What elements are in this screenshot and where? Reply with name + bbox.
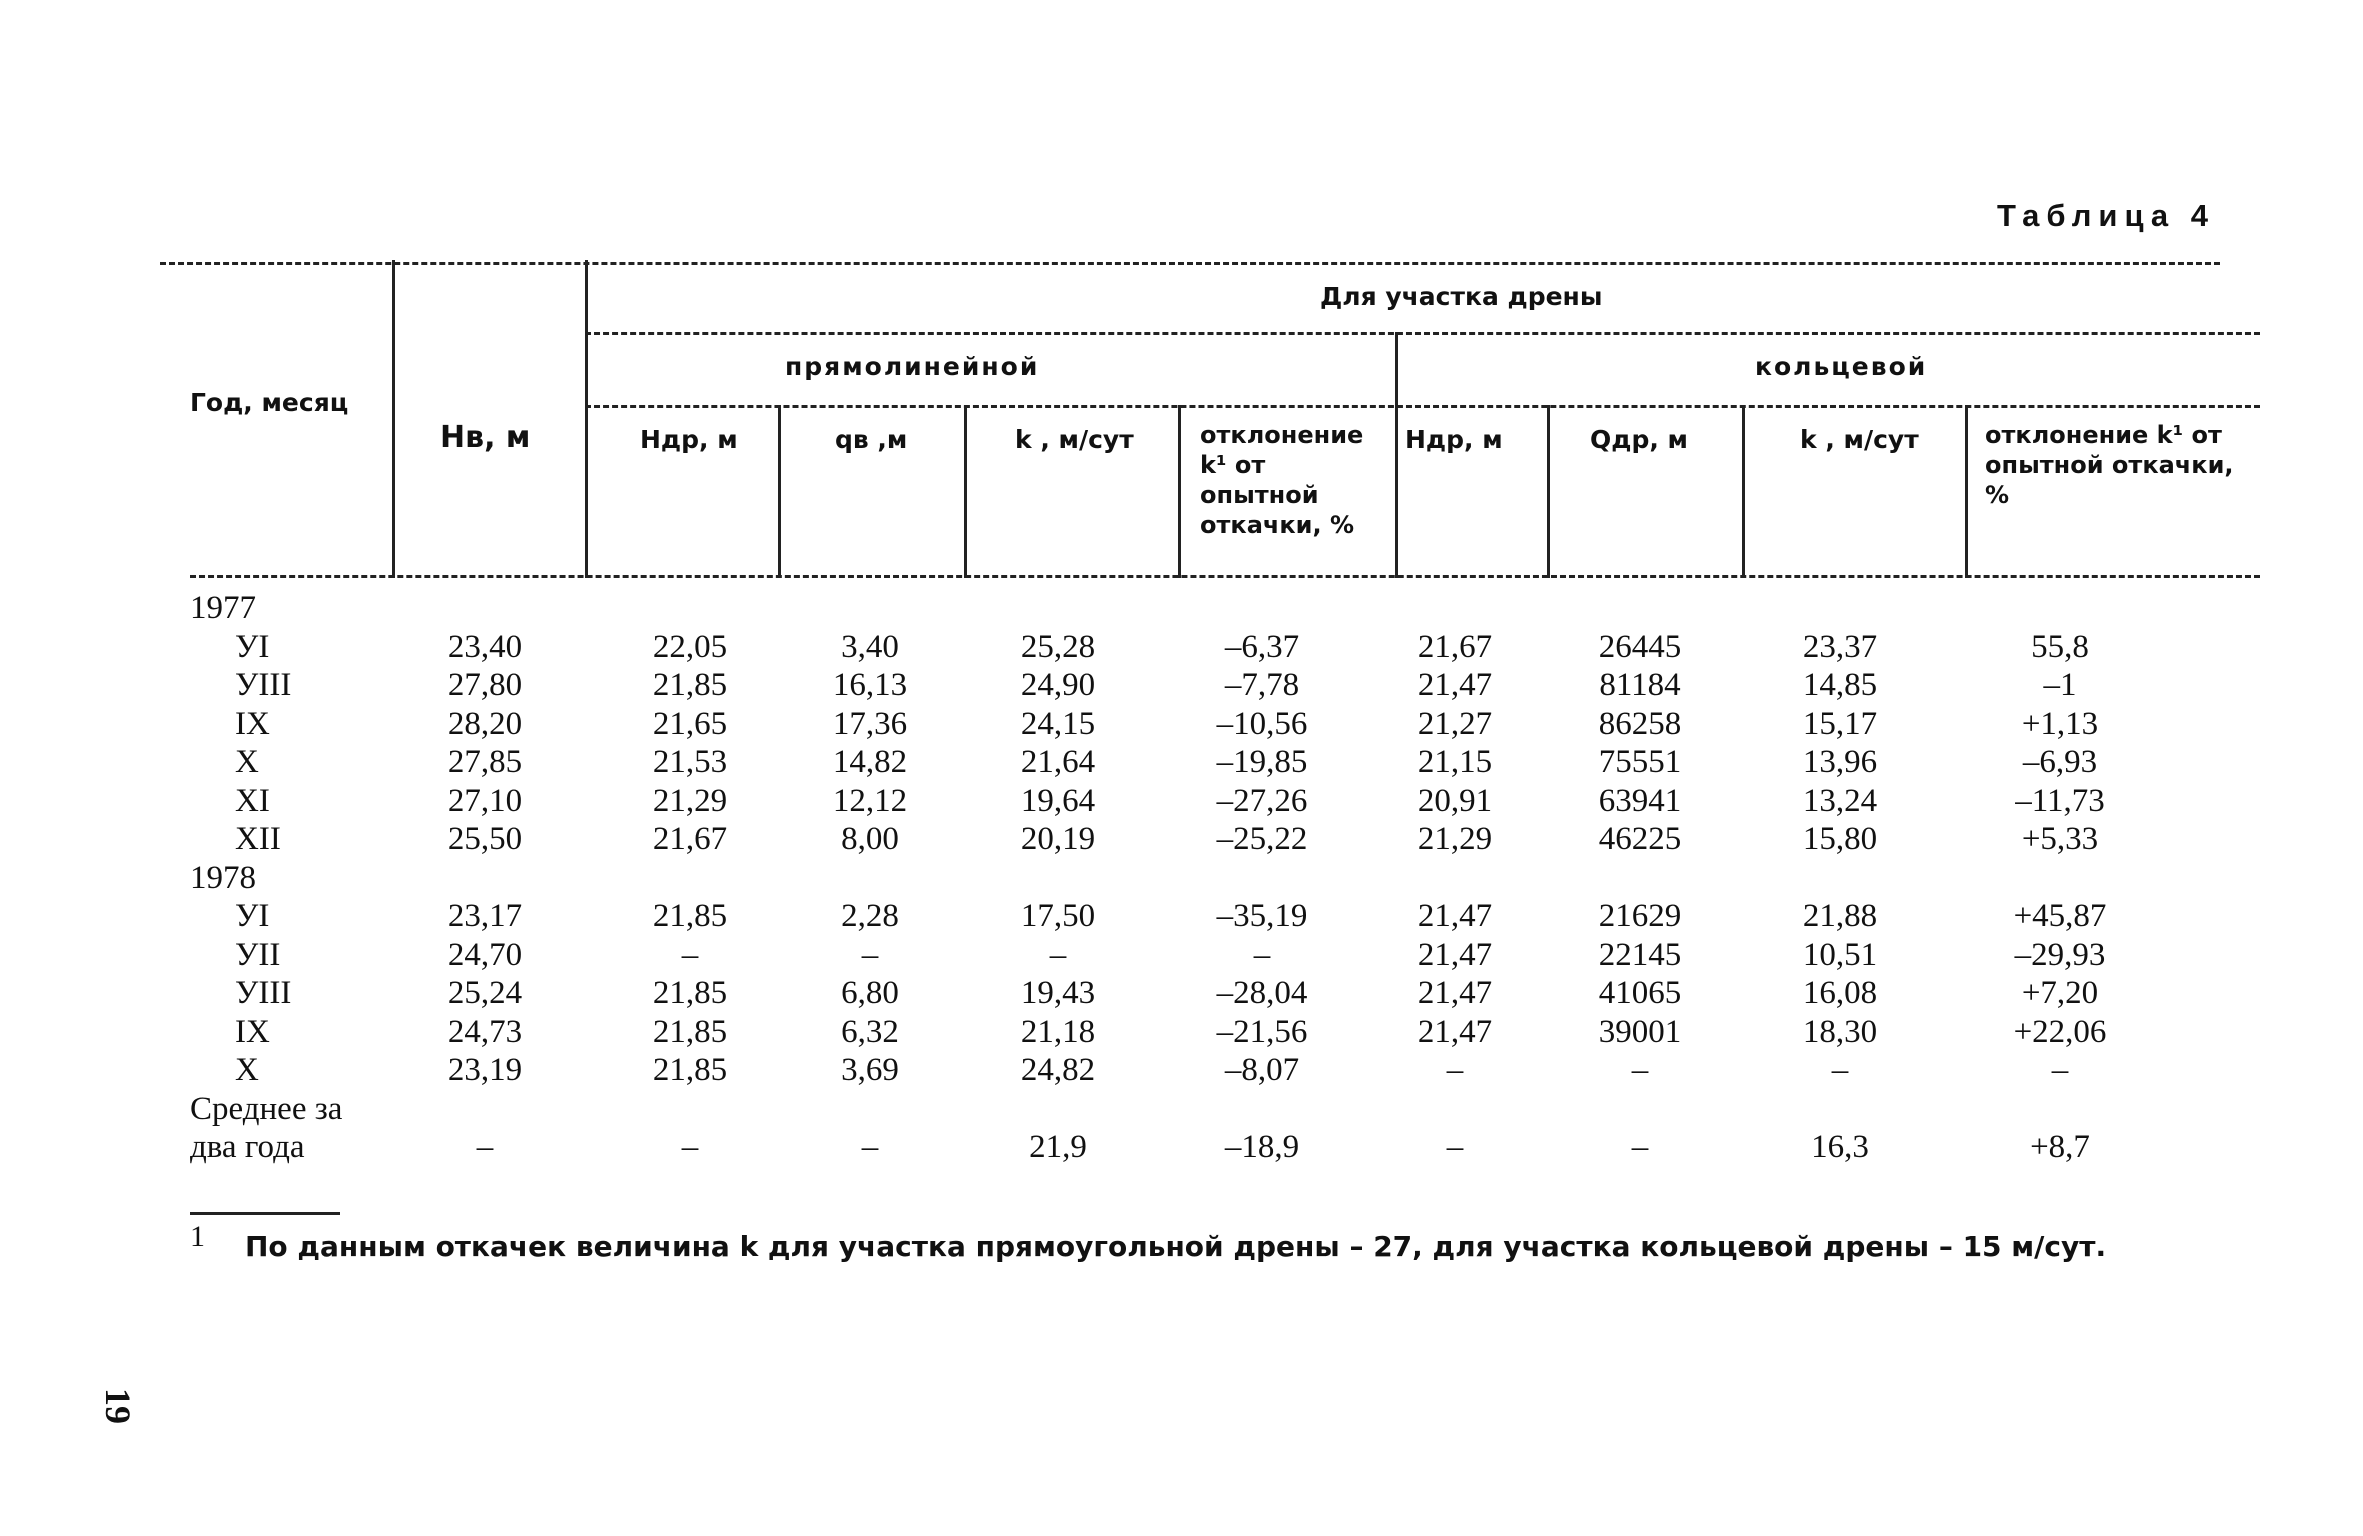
table-cell: 21,85 xyxy=(652,1014,728,1050)
row-label: УIII xyxy=(235,667,292,703)
table-cell: – xyxy=(1831,1052,1849,1088)
table-cell: –1 xyxy=(2043,667,2077,703)
table-cell: 21,47 xyxy=(1417,667,1493,703)
page-number: 19 xyxy=(98,1388,138,1424)
table-cell: 55,8 xyxy=(2031,629,2089,665)
header-straight-deviation: отклонение k¹ от опытной откачки, % xyxy=(1200,421,1364,539)
table-cell: 27,10 xyxy=(447,783,523,819)
table-cell: – xyxy=(1631,1129,1649,1165)
table-cell: – xyxy=(681,1129,699,1165)
table-cell: 23,17 xyxy=(447,898,523,934)
header-straight-qv: qв ,м xyxy=(835,425,908,454)
table-cell: –18,9 xyxy=(1224,1129,1300,1165)
table-cell: 14,85 xyxy=(1802,667,1878,703)
table-cell: –19,85 xyxy=(1216,744,1308,780)
table-cell: 75551 xyxy=(1598,744,1682,780)
header-year-month: Год, месяц xyxy=(190,388,349,417)
table-cell: 21,47 xyxy=(1417,1014,1493,1050)
table-cell: +5,33 xyxy=(2021,821,2099,857)
footnote-mark: 1 xyxy=(190,1220,205,1253)
row-label: XII xyxy=(235,821,281,857)
table-cell: +7,20 xyxy=(2021,975,2099,1011)
table-cell: 27,85 xyxy=(447,744,523,780)
subgroup-rule xyxy=(585,405,2260,408)
table-cell: 21,29 xyxy=(1417,821,1493,857)
table-cell: 19,64 xyxy=(1020,783,1096,819)
table-cell: – xyxy=(861,937,879,973)
row-label: 1978 xyxy=(190,860,256,896)
table-cell: 20,91 xyxy=(1417,783,1493,819)
table-cell: 16,13 xyxy=(832,667,908,703)
table-cell: 21,85 xyxy=(652,975,728,1011)
row-label: XI xyxy=(235,783,270,819)
col-divider xyxy=(778,405,781,578)
header-straight-hdr: Hдр, м xyxy=(640,425,738,454)
row-label: два года xyxy=(190,1129,305,1165)
table-cell: – xyxy=(1446,1052,1464,1088)
table-cell: +45,87 xyxy=(2013,898,2107,934)
table-cell: –7,78 xyxy=(1224,667,1300,703)
row-label: 1977 xyxy=(190,590,256,626)
table-cell: – xyxy=(1631,1052,1649,1088)
table-cell: 21,85 xyxy=(652,667,728,703)
row-label: УI xyxy=(235,629,270,665)
table-cell: 17,50 xyxy=(1020,898,1096,934)
table-cell: 15,17 xyxy=(1802,706,1878,742)
col-divider xyxy=(392,260,395,578)
table-cell: 22,05 xyxy=(652,629,728,665)
table-cell: 23,40 xyxy=(447,629,523,665)
col-divider xyxy=(1178,405,1181,578)
table-cell: 21,67 xyxy=(652,821,728,857)
table-cell: 3,69 xyxy=(841,1052,899,1088)
table-cell: –25,22 xyxy=(1216,821,1308,857)
table-cell: 21,47 xyxy=(1417,898,1493,934)
table-cell: +8,7 xyxy=(2030,1129,2090,1165)
col-divider xyxy=(1547,405,1550,578)
table-cell: 21,85 xyxy=(652,898,728,934)
table-cell: 23,37 xyxy=(1802,629,1878,665)
table-cell: –10,56 xyxy=(1216,706,1308,742)
header-bottom-rule xyxy=(190,575,2260,578)
table-cell: 6,80 xyxy=(841,975,899,1011)
table-cell: – xyxy=(681,937,699,973)
table-cell: –6,37 xyxy=(1224,629,1300,665)
header-hv: Hв, м xyxy=(440,420,531,455)
table-cell: – xyxy=(1253,937,1271,973)
table-caption: Таблица 4 xyxy=(1996,198,2215,233)
table-cell: 14,82 xyxy=(832,744,908,780)
row-label: УI xyxy=(235,898,270,934)
table-cell: 25,28 xyxy=(1020,629,1096,665)
header-ring: кольцевой xyxy=(1755,352,1928,381)
table-cell: 21,27 xyxy=(1417,706,1493,742)
table-cell: 23,19 xyxy=(447,1052,523,1088)
table-cell: 18,30 xyxy=(1802,1014,1878,1050)
table-cell: –35,19 xyxy=(1216,898,1308,934)
col-divider xyxy=(1965,405,1968,578)
table-cell: 21,9 xyxy=(1029,1129,1087,1165)
table-cell: 81184 xyxy=(1599,667,1681,703)
table-cell: 28,20 xyxy=(447,706,523,742)
table-cell: 21,64 xyxy=(1020,744,1096,780)
col-divider xyxy=(585,260,588,578)
table-cell: 21,29 xyxy=(652,783,728,819)
table-cell: 21,67 xyxy=(1417,629,1493,665)
header-ring-deviation: отклонение k¹ от опытной откачки, % xyxy=(1985,421,2234,509)
table-cell: 21,53 xyxy=(652,744,728,780)
table-cell: 86258 xyxy=(1598,706,1682,742)
table-cell: 24,70 xyxy=(447,937,523,973)
row-label: IX xyxy=(235,706,270,742)
table-cell: 19,43 xyxy=(1020,975,1096,1011)
table-cell: 21,85 xyxy=(652,1052,728,1088)
table-cell: 21,18 xyxy=(1020,1014,1096,1050)
row-label: X xyxy=(235,1052,259,1088)
table-cell: – xyxy=(476,1129,494,1165)
footnote-text: По данным откачек величина k для участка прямоугольной дрены – 27, для участка кольцевой дрены – 15 м/сут. xyxy=(245,1230,2107,1263)
table-cell: 21,47 xyxy=(1417,937,1493,973)
table-cell: – xyxy=(1446,1129,1464,1165)
table-cell: 15,80 xyxy=(1802,821,1878,857)
table-cell: 41065 xyxy=(1598,975,1682,1011)
table-cell: 22145 xyxy=(1598,937,1682,973)
row-label: УIII xyxy=(235,975,292,1011)
table-cell: 13,96 xyxy=(1802,744,1878,780)
header-ring-k: k , м/сут xyxy=(1800,425,1919,454)
table-cell: 20,19 xyxy=(1020,821,1096,857)
table-cell: – xyxy=(861,1129,879,1165)
table-cell: –11,73 xyxy=(2015,783,2105,819)
table-cell: +22,06 xyxy=(2013,1014,2107,1050)
table-cell: 10,51 xyxy=(1802,937,1878,973)
table-cell: 17,36 xyxy=(832,706,908,742)
table-cell: 12,12 xyxy=(832,783,908,819)
table-cell: 16,08 xyxy=(1802,975,1878,1011)
table-cell: 8,00 xyxy=(841,821,899,857)
table-cell: 26445 xyxy=(1598,629,1682,665)
table-cell: 25,24 xyxy=(447,975,523,1011)
table-cell: 24,90 xyxy=(1020,667,1096,703)
table-cell: – xyxy=(2051,1052,2069,1088)
col-divider xyxy=(1742,405,1745,578)
table-cell: 27,80 xyxy=(447,667,523,703)
header-straight: прямолинейной xyxy=(785,352,1040,381)
row-label: IX xyxy=(235,1014,270,1050)
table-cell: 16,3 xyxy=(1811,1129,1869,1165)
group-rule xyxy=(585,332,2260,335)
table-cell: 21,47 xyxy=(1417,975,1493,1011)
footnote xyxy=(190,1220,2107,1264)
header-group: Для участка дрены xyxy=(1320,282,1603,311)
table-cell: –27,26 xyxy=(1216,783,1308,819)
table-cell: +1,13 xyxy=(2021,706,2099,742)
table-cell: 24,82 xyxy=(1020,1052,1096,1088)
table-cell: – xyxy=(1049,937,1067,973)
table-cell: 46225 xyxy=(1598,821,1682,857)
table-cell: 21,88 xyxy=(1802,898,1878,934)
table-cell: –6,93 xyxy=(2022,744,2098,780)
col-divider xyxy=(964,405,967,578)
row-label: Среднее за xyxy=(190,1091,343,1127)
table-top-rule xyxy=(160,262,2220,265)
table-cell: –21,56 xyxy=(1216,1014,1308,1050)
header-ring-hdr: Hдр, м xyxy=(1405,425,1503,454)
row-label: УII xyxy=(235,937,281,973)
table-cell: 2,28 xyxy=(841,898,899,934)
table-cell: 63941 xyxy=(1598,783,1682,819)
header-straight-k: k , м/сут xyxy=(1015,425,1134,454)
table-cell: –29,93 xyxy=(2014,937,2106,973)
footnote-rule xyxy=(190,1212,340,1215)
table-cell: 21,15 xyxy=(1417,744,1493,780)
col-divider xyxy=(1395,332,1398,578)
table-cell: 24,15 xyxy=(1020,706,1096,742)
table-cell: 6,32 xyxy=(841,1014,899,1050)
header-ring-qdr: Qдр, м xyxy=(1590,425,1688,454)
table-cell: –28,04 xyxy=(1216,975,1308,1011)
table-cell: 25,50 xyxy=(447,821,523,857)
row-label: X xyxy=(235,744,259,780)
table-cell: 39001 xyxy=(1598,1014,1682,1050)
table-cell: –8,07 xyxy=(1224,1052,1300,1088)
table-cell: 21,65 xyxy=(652,706,728,742)
table-cell: 3,40 xyxy=(841,629,899,665)
table-cell: 21629 xyxy=(1598,898,1682,934)
table-cell: 13,24 xyxy=(1802,783,1878,819)
table-cell: 24,73 xyxy=(447,1014,523,1050)
